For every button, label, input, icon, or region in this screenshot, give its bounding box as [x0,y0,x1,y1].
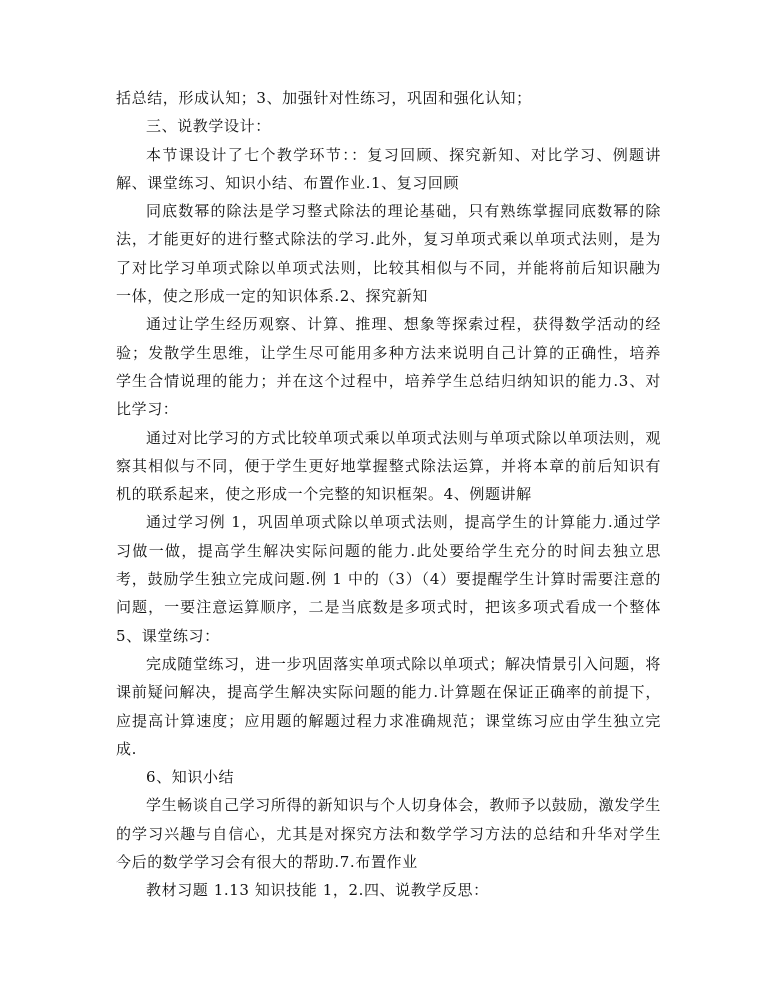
paragraph-practice: 完成随堂练习，进一步巩固落实单项式除以单项式；解决情景引入问题，将课前疑问解决，提高学生解决实际问题的能力.计算题在保证正确率的前提下，应提高计算速度；应用题的解题过程力求准确规范；课堂练习应由学生独立完成. [116,654,661,758]
paragraph-compare: 通过对比学习的方式比较单项式乘以单项式法则与单项式除以单项法则，观察其相似与不同，便于学生更好地掌握整式除法运算，并将本章的前后知识有机的联系起来，使之形成一个完整的知识框架。4、例题讲解 [116,428,661,504]
paragraph-summary: 学生畅谈自己学习所得的新知识与个人切身体会，教师予以鼓励，激发学生的学习兴趣与自信心，尤其是对探究方法和数学学习方法的总结和升华对学生今后的数学学习会有很大的帮助.7.布置作业 [116,796,661,872]
paragraph-lesson-overview: 本节课设计了七个教学环节：：复习回顾、探究新知、对比学习、例题讲解、课堂练习、知识小结、布置作业.1、复习回顾 [116,145,661,192]
section-heading-summary: 6、知识小结 [146,768,235,787]
paragraph-review: 同底数幂的除法是学习整式除法的理论基础，只有熟练掌握同底数幂的除法，才能更好的进行整式除法的学习.此外，复习单项式乘以单项式法则，是为了对比学习单项式除以单项式法则，比较其相似与不同，并能将前后知识融为一体，使之形成一定的知识体系.2、探究新知 [116,202,661,306]
paragraph-continuation: 括总结，形成认知；3、加强针对性练习，巩固和强化认知； [116,89,532,107]
section-heading-teaching-design: 三、说教学设计： [146,117,271,136]
document-body [116,84,661,905]
paragraph-homework: 教材习题 1.13 知识技能 1，2.四、说教学反思： [146,881,489,900]
paragraph-examples: 通过学习例 1，巩固单项式除以单项式法则，提高学生的计算能力.通过学习做一做，提高学生解决实际问题的能力.此处要给学生充分的时间去独立思考，鼓励学生独立完成问题.例 1 中的（3）（4）要提醒学生计算时需要注意的问题，一要注意运算顺序，二是当底数是多项式时，把该多项式看成一个整体 5、课堂练习： [116,513,661,645]
paragraph-explore: 通过让学生经历观察、计算、推理、想象等探索过程，获得数学活动的经验；发散学生思维，让学生尽可能用多种方法来说明自己计算的正确性，培养学生合情说理的能力；并在这个过程中，培养学生总结归纳知识的能力.3、对比学习： [116,315,661,419]
